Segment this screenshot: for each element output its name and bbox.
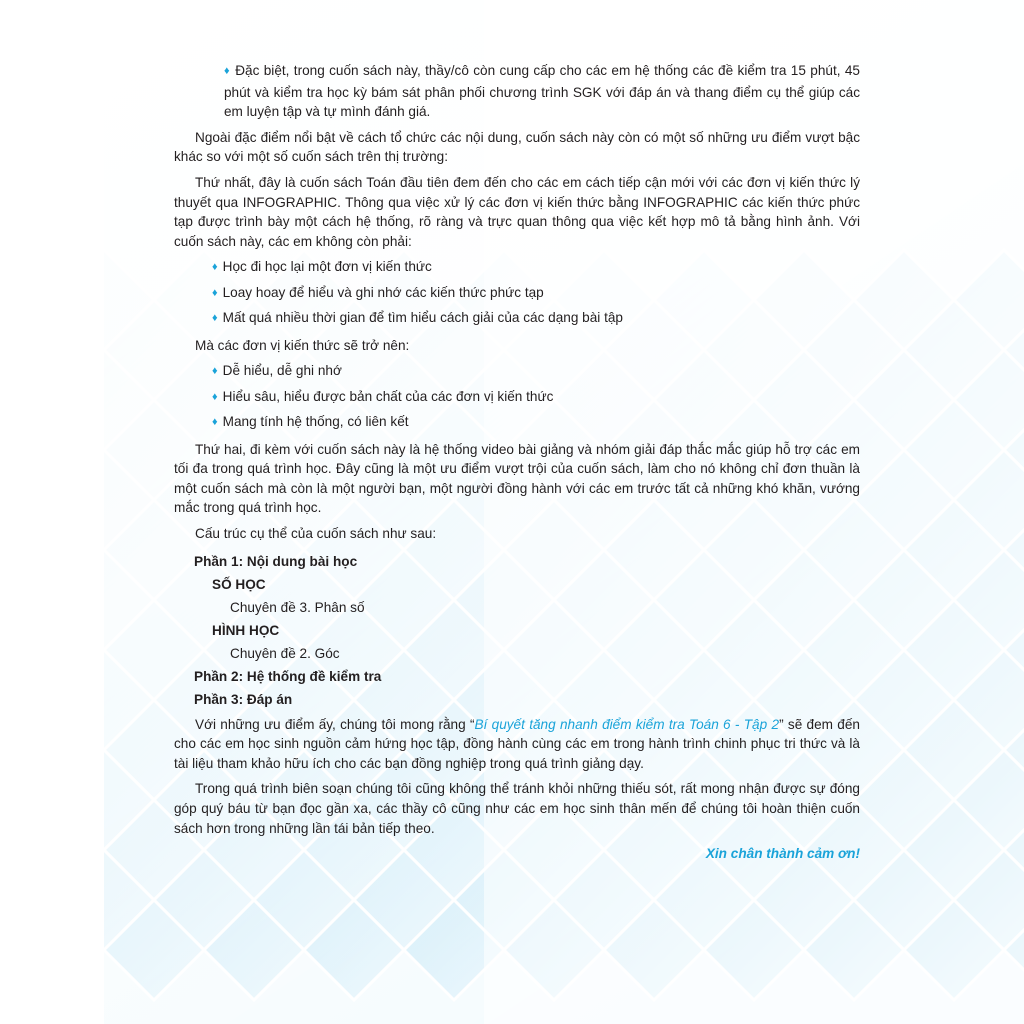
- list-item: ♦ Dễ hiểu, dễ ghi nhớ: [212, 363, 342, 379]
- part-3-heading: Phần 3: Đáp án: [194, 691, 293, 707]
- feedback-paragraph: Trong quá trình biên soạn chúng tôi cũng không thể tránh khỏi những thiếu sót, rất mong nhận được sự đóng góp quý báu từ bạn đọc gần xa, các thầy cô cũng như các em học sinh thân mến để chúng tôi hoàn thiện cuốn sách hơn trong những lần tái bản tiếp theo.: [174, 781, 860, 836]
- book-structure: [174, 552, 860, 709]
- list-item: ♦ Mất quá nhiều thời gian để tìm hiểu cách giải của các dạng bài tập: [212, 310, 623, 326]
- become-paragraph: Mà các đơn vị kiến thức sẽ trở nên:: [195, 337, 410, 353]
- so-hoc-heading: SỐ HỌC: [212, 576, 266, 592]
- intro-bullet: ♦ Đặc biệt, trong cuốn sách này, thầy/cô còn cung cấp cho các em hệ thống các đề kiểm tra 15 phút, 45 phút và kiểm tra học kỳ bám sát phân phối chương trình SGK với đáp án và thang điểm cụ thể giúp các em luyện tập và tự mình đánh giá.: [224, 63, 860, 120]
- diamond-bullet-icon: ♦: [212, 286, 218, 299]
- hinh-hoc-heading: HÌNH HỌC: [212, 622, 280, 638]
- book-title: Bí quyết tăng nhanh điểm kiểm tra Toán 6 - Tập 2: [474, 716, 780, 732]
- hinh-hoc-item: Chuyên đề 2. Góc: [230, 645, 340, 661]
- structure-paragraph: Cấu trúc cụ thể của cuốn sách như sau:: [195, 526, 437, 542]
- advantages-paragraph: Ngoài đặc điểm nổi bật về cách tổ chức các nội dung, cuốn sách này còn có một số những ưu điểm vượt bậc khác so với một số cuốn sách trên thị trường:: [174, 129, 860, 165]
- so-hoc-item: Chuyên đề 3. Phân số: [230, 599, 365, 615]
- no-longer-list: [174, 257, 860, 329]
- diamond-bullet-icon: ♦: [212, 261, 218, 274]
- diamond-bullet-icon: ♦: [212, 416, 218, 429]
- diamond-bullet-icon: ♦: [212, 312, 218, 325]
- diamond-bullet-icon: ♦: [212, 390, 218, 403]
- part-1-heading: Phần 1: Nội dung bài học: [194, 553, 358, 569]
- hope-paragraph: Với những ưu điểm ấy, chúng tôi mong rằng “Bí quyết tăng nhanh điểm kiểm tra Toán 6 - Tập 2” sẽ đem đến cho các em học sinh nguồn cảm hứng học tập, đồng hành cùng các em trong hành trình chinh phục tri thức và là tài liệu tham khảo hữu ích cho các bạn đồng nghiệp trong quá trình giảng dạy.: [174, 716, 860, 771]
- book-page: [104, 0, 1024, 1024]
- preface-content: [174, 61, 860, 864]
- diamond-bullet-icon: ♦: [212, 365, 218, 378]
- diamond-bullet-icon: ♦: [224, 65, 231, 77]
- list-item: ♦ Mang tính hệ thống, có liên kết: [212, 414, 409, 430]
- list-item: ♦ Hiểu sâu, hiểu được bản chất của các đơn vị kiến thức: [212, 388, 554, 404]
- part-2-heading: Phần 2: Hệ thống đề kiểm tra: [194, 668, 382, 684]
- list-item: ♦ Loay hoay để hiểu và ghi nhớ các kiến thức phức tạp: [212, 284, 544, 300]
- become-list: [174, 361, 860, 433]
- thanks-signoff: Xin chân thành cảm ơn!: [705, 846, 860, 862]
- list-item: ♦ Học đi học lại một đơn vị kiến thức: [212, 259, 432, 275]
- second-advantage-paragraph: Thứ hai, đi kèm với cuốn sách này là hệ thống video bài giảng và nhóm giải đáp thắc mắc giúp hỗ trợ các em tối đa trong quá trình học. Đây cũng là một ưu điểm vượt trội của cuốn sách, làm cho nó không chỉ đơn thuần là một cuốn sách mà còn là một người bạn, một người đồng hành với các em trước tất cả những khó khăn, vướng mắc trong quá trình học.: [174, 441, 860, 516]
- first-advantage-paragraph: Thứ nhất, đây là cuốn sách Toán đầu tiên đem đến cho các em cách tiếp cận mới với các đơn vị kiến thức lý thuyết qua INFOGRAPHIC. Thông qua việc xử lý các đơn vị kiến thức bằng INFOGRAPHIC các kiến thức phức tạp được trình bày một cách hệ thống, rõ ràng và trực quan thông qua việc kết hợp mô tả bằng hình ảnh. Với cuốn sách này, các em không còn phải:: [174, 174, 860, 249]
